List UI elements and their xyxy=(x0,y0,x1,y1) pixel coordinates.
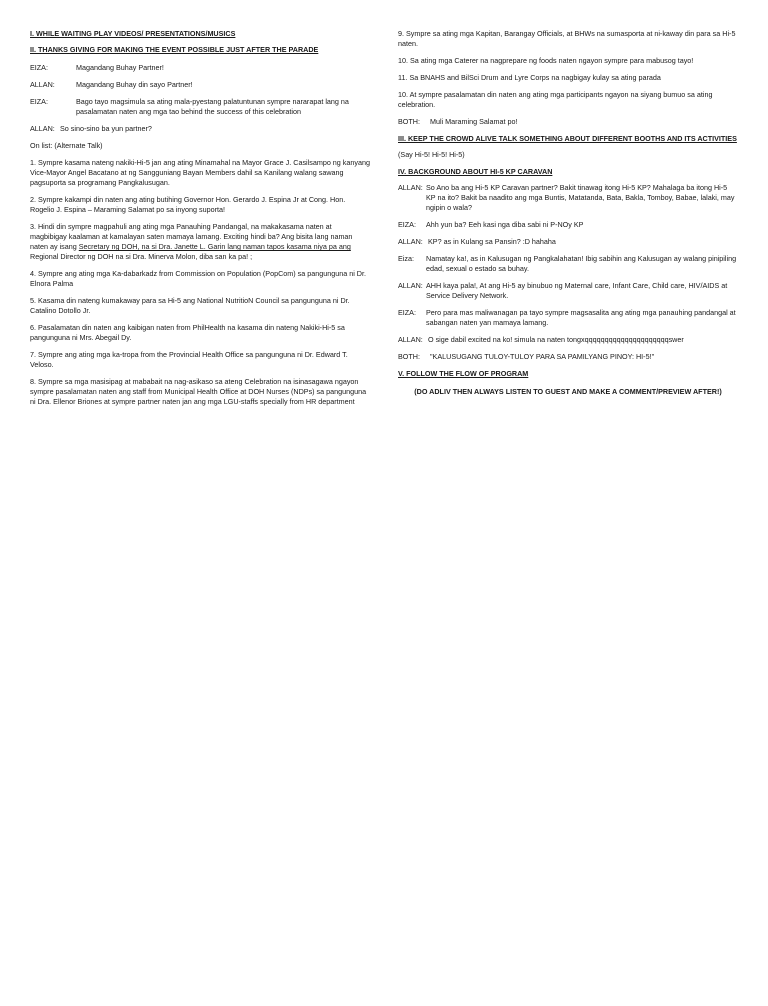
thanks-item-2: 2. Sympre kakampi din naten ang ating butihing Governor Hon. Gerardo J. Espina Jr at Cong. Hon. Rogelio J. Espina – Maraming Salamat po sa inyong suporta! xyxy=(30,195,346,214)
thanks-item-11: 11. Sa BNAHS and BilSci Drum and Lyre Corps na nagbigay kulay sa ating parada xyxy=(398,73,661,82)
dialogue-text: Magandang Buhay din sayo Partner! xyxy=(76,80,193,89)
dialogue-text: Namatay ka!, as in Kalusugan ng Pangkalahatan! Ibig sabihin ang Kalusugan ay walang pinipiling edad, sexual o estado sa buhay. xyxy=(426,254,737,273)
speaker-label: EIZA: xyxy=(30,97,48,106)
speaker-label: ALLAN: xyxy=(30,80,55,89)
section-heading-3: III. KEEP THE CROWD ALIVE TALK SOMETHING ABOUT DIFFERENT BOOTHS AND ITS ACTIVITIES xyxy=(398,134,737,143)
on-list-label: On list: (Alternate Talk) xyxy=(30,141,103,150)
left-column xyxy=(30,29,370,414)
dialogue-text: Muli Maraming Salamat po! xyxy=(430,117,518,126)
dialogue-line xyxy=(398,220,738,230)
dialogue-line xyxy=(30,124,370,134)
dialogue-line xyxy=(398,352,738,362)
thanks-item-1: 1. Sympre kasama nateng nakiki-Hi-5 jan ang ating Minamahal na Mayor Grace J. Casilsampo ng kanyang Vice-Mayor Angel Bacatano at ng Sangguniang Bayan Members dahil sa Kanilang walang sawang pagsuporta sa programang Pangkalusugan. xyxy=(30,158,370,187)
dialogue-text: "KALUSUGANG TULOY-TULOY PARA SA PAMILYANG PINOY: HI-5!" xyxy=(430,352,655,361)
thanks-item-5: 5. Kasama din nateng kumakaway para sa Hi-5 ang National NutritioN Council sa pangunguna ni Dr. Catalino Dotollo Jr. xyxy=(30,296,350,315)
speaker-label: ALLAN: xyxy=(398,281,423,290)
dialogue-line xyxy=(398,117,738,127)
speaker-label: EIZA: xyxy=(30,63,48,72)
dialogue-line xyxy=(30,80,370,90)
dialogue-text: Ahh yun ba? Eeh kasi nga diba sabi ni P-NOy KP xyxy=(426,220,584,229)
thanks-item-7: 7. Sympre ang ating mga ka-tropa from the Provincial Health Office sa pangunguna ni Dr. Edward T. Veloso. xyxy=(30,350,348,369)
dialogue-line xyxy=(398,281,738,301)
dialogue-text: O sige dabil excited na ko! simula na naten tongxqqqqqqqqqqqqqqqqqqqqqswer xyxy=(428,335,684,344)
dialogue-text: AHH kaya pala!, At ang Hi-5 ay binubuo ng Maternal care, Infant Care, Child care, HIV/AIDS at Service Delivery Network. xyxy=(426,281,728,300)
dialogue-text: So sino-sino ba yun partner? xyxy=(60,124,152,133)
dialogue-text: KP? as in Kulang sa Pansin? :D hahaha xyxy=(428,237,556,246)
dialogue-text: Bago tayo magsimula sa ating mala-pyestang palatuntunan sympre nararapat lang na pasalamatan naten ang mga tao behind the success of this celebration xyxy=(76,97,349,116)
dialogue-line xyxy=(398,335,738,345)
speaker-label: Eiza: xyxy=(398,254,414,263)
thanks-item-6: 6. Pasalamatan din naten ang kaibigan naten from PhilHealth na kasama din nateng Nakiki-Hi-5 sa pangunguna ni Mrs. Abegail Dy. xyxy=(30,323,345,342)
thanks-item-4: 4. Sympre ang ating mga Ka-dabarkadz from Commission on Population (PopCom) sa pangunguna ni Dr. Elnora Palma xyxy=(30,269,366,288)
section-heading-5: V. FOLLOW THE FLOW OF PROGRAM xyxy=(398,369,529,378)
thanks-item-9: 9. Sympre sa ating mga Kapitan, Barangay Officials, at BHWs na sumasporta at ni-kaway din para sa Hi-5 naten. xyxy=(398,29,736,48)
thanks-item-3 xyxy=(30,222,370,262)
thanks-item-10a: 10. Sa ating mga Caterer na nagprepare ng foods naten ngayon sympre para mabusog tayo! xyxy=(398,56,694,65)
speaker-label: ALLAN: xyxy=(398,237,423,246)
dialogue-line xyxy=(398,183,738,213)
speaker-label: BOTH: xyxy=(398,352,420,361)
speaker-label: EIZA: xyxy=(398,308,416,317)
thanks-item-3-underlined: Secretary ng DOH, na si Dra. Janette L. Garin lang naman tapos kasama niya pa ang xyxy=(78,242,351,251)
section-heading-1: I. WHILE WAITING PLAY VIDEOS/ PRESENTATIONS/MUSICS xyxy=(30,29,236,38)
speaker-label: BOTH: xyxy=(398,117,420,126)
section-heading-4: IV. BACKGROUND ABOUT HI-5 KP CARAVAN xyxy=(398,167,553,176)
say-hi-line: (Say Hi-5! Hi-5! Hi-5) xyxy=(398,150,465,159)
dialogue-text: Pero para mas maliwanagan pa tayo sympre magsasalita ang ating mga panauhing pandangal at sabangan naten yan mamaya lamang. xyxy=(426,308,736,327)
speaker-label: ALLAN: xyxy=(398,335,423,344)
speaker-label: EIZA: xyxy=(398,220,416,229)
dialogue-line xyxy=(398,308,738,328)
speaker-label: ALLAN: xyxy=(30,124,55,133)
speaker-label: ALLAN: xyxy=(398,183,423,192)
dialogue-line xyxy=(30,97,370,117)
thanks-item-8: 8. Sympre sa mga masisipag at mababait na nag-asikaso sa ateng Celebration na isinasagawa ngayon sympre pasalamatan naten ang staff from Municipal Health Office at DOH Nurses (NDPs) sa pangunguna ni Dra. Ellenor Briones at sympre partner naten jan ang mga LGU-staffs specially from HR department xyxy=(30,377,367,406)
dialogue-line xyxy=(398,237,738,247)
program-note: (DO ADLIV THEN ALWAYS LISTEN TO GUEST AND MAKE A COMMENT/PREVIEW AFTER!) xyxy=(414,387,722,396)
thanks-item-3-text: 3. Hindi din sympre magpahuli ang ating mga Panauhing Pandangal, na makakasama naten at magbibigay kaalaman at kamalayan saten mamaya lamang. Exciting hindi ba? Ang bisita lang naman naten ay isang xyxy=(30,222,353,251)
dialogue-line xyxy=(398,254,738,274)
section-heading-2: II. THANKS GIVING FOR MAKING THE EVENT POSSIBLE JUST AFTER THE PARADE xyxy=(30,45,319,54)
dialogue-text: Magandang Buhay Partner! xyxy=(76,63,164,72)
thanks-item-10b: 10. At sympre pasalamatan din naten ang ating mga participants ngayon na siyang bumuo sa ating celebration. xyxy=(398,90,713,109)
dialogue-text: So Ano ba ang Hi-5 KP Caravan partner? Bakit tinawag itong Hi-5 KP? Mahalaga ba itong Hi-5 KP na ito? Bakit ba naadito ang mga Buntis, Matatanda, Bata, Bakla, Tomboy, Babae, lalaki, may ngipin o wala? xyxy=(426,183,735,212)
right-column xyxy=(398,29,738,404)
dialogue-line xyxy=(30,63,370,73)
thanks-item-3-rest: Regional Director ng DOH na si Dra. Minerva Molon, diba san ka pa! ; xyxy=(30,252,253,261)
